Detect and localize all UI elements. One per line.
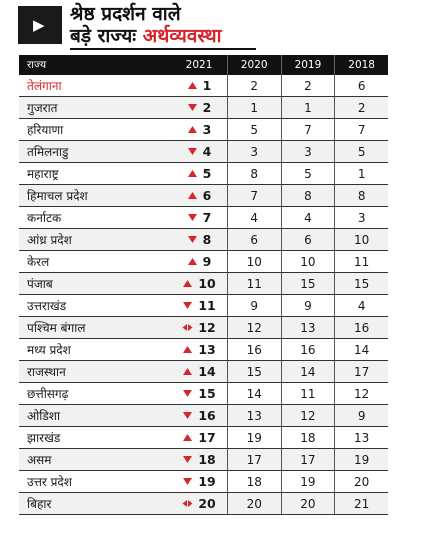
rank-2021: 1	[202, 77, 212, 93]
table-row	[19, 449, 388, 471]
rank-2019: 7	[281, 119, 335, 140]
table-row	[19, 207, 388, 229]
rank-2020: 8	[227, 163, 281, 184]
trend-same-icon	[182, 323, 198, 332]
rank-2018: 11	[334, 251, 388, 272]
rank-2019: 10	[281, 251, 335, 272]
rank-2020: 9	[227, 295, 281, 316]
rank-2021-cell	[171, 383, 227, 404]
rank-2021: 9	[202, 253, 212, 269]
rank-2021-cell	[171, 119, 227, 140]
table-row	[19, 405, 388, 427]
rank-2021: 7	[202, 209, 212, 225]
rank-2020: 15	[227, 361, 281, 382]
rank-2018: 3	[334, 207, 388, 228]
rank-2019: 14	[281, 361, 335, 382]
table-row	[19, 273, 388, 295]
title-line-2-part-2: अर्थव्यवस्था	[142, 25, 222, 47]
title-line-1: श्रेष्ठ प्रदर्शन वाले	[70, 3, 181, 25]
rank-2021: 11	[198, 297, 216, 313]
column-header-2019: 2019	[281, 55, 335, 75]
rank-2018: 10	[334, 229, 388, 250]
rank-2018: 4	[334, 295, 388, 316]
rank-2021-cell	[171, 141, 227, 162]
rank-2019: 12	[281, 405, 335, 426]
state-name: राजस्थान	[27, 365, 66, 379]
rank-2021-cell	[171, 273, 227, 294]
title-line-2	[70, 24, 222, 48]
rank-2020: 17	[227, 449, 281, 470]
rank-2021: 20	[198, 495, 216, 511]
trend-up-icon	[182, 279, 198, 288]
rank-2021: 15	[198, 385, 216, 401]
rank-2019: 2	[281, 75, 335, 96]
play-box	[18, 6, 62, 44]
rank-2021-cell	[171, 229, 227, 250]
table-row	[19, 427, 388, 449]
rank-2020: 5	[227, 119, 281, 140]
state-name: पंजाब	[27, 277, 53, 291]
rank-2019: 5	[281, 163, 335, 184]
column-header-state: राज्य	[27, 59, 47, 71]
trend-same-icon	[182, 499, 198, 508]
rank-2021-cell	[171, 97, 227, 118]
rank-2019: 18	[281, 427, 335, 448]
rank-2021-cell	[171, 361, 227, 382]
rank-2021-cell	[171, 405, 227, 426]
rank-2020: 20	[227, 493, 281, 514]
rank-2021-cell	[171, 207, 227, 228]
rank-2021: 16	[198, 407, 216, 423]
rank-2020: 18	[227, 471, 281, 492]
rank-2019: 1	[281, 97, 335, 118]
trend-up-icon	[187, 169, 203, 178]
column-header-2021: 2021	[185, 59, 213, 71]
rank-2018: 6	[334, 75, 388, 96]
rank-2018: 17	[334, 361, 388, 382]
rank-2019: 15	[281, 273, 335, 294]
rank-2021: 17	[198, 429, 216, 445]
table-header-row	[19, 55, 388, 75]
table-row	[19, 119, 388, 141]
trend-down-icon	[182, 411, 198, 420]
state-name: बिहार	[27, 497, 52, 511]
table-body	[19, 75, 388, 515]
rank-2018: 9	[334, 405, 388, 426]
rank-2021: 5	[202, 165, 212, 181]
state-name: हिमाचल प्रदेश	[27, 189, 88, 203]
rank-2021: 14	[198, 363, 216, 379]
rank-2020: 12	[227, 317, 281, 338]
state-name: महाराष्ट्र	[27, 167, 59, 181]
rank-2021: 3	[202, 121, 212, 137]
rank-2020: 19	[227, 427, 281, 448]
rank-2021: 12	[198, 319, 216, 335]
rank-2020: 16	[227, 339, 281, 360]
trend-up-icon	[182, 433, 198, 442]
state-name: हरियाणा	[27, 123, 64, 137]
state-name: तेलंगाना	[27, 79, 62, 93]
trend-down-icon	[187, 147, 203, 156]
rank-2021: 19	[198, 473, 216, 489]
rank-2021-cell	[171, 493, 227, 514]
title-line-2-part-1: बड़े राज्यः	[70, 25, 137, 47]
rank-2018: 15	[334, 273, 388, 294]
trend-up-icon	[187, 191, 203, 200]
table-row	[19, 163, 388, 185]
title-underline	[70, 48, 256, 50]
state-name: आंध्र प्रदेश	[27, 233, 72, 247]
rank-2020: 6	[227, 229, 281, 250]
rank-2021: 18	[198, 451, 216, 467]
rank-2018: 16	[334, 317, 388, 338]
table-row	[19, 493, 388, 515]
table-row	[19, 185, 388, 207]
rank-2021-cell	[171, 185, 227, 206]
trend-up-icon	[187, 81, 203, 90]
rank-2018: 20	[334, 471, 388, 492]
rank-2021-cell	[171, 317, 227, 338]
table-row	[19, 471, 388, 493]
rank-2018: 19	[334, 449, 388, 470]
trend-up-icon	[182, 345, 198, 354]
rank-2020: 11	[227, 273, 281, 294]
rank-2019: 4	[281, 207, 335, 228]
state-name: झारखंड	[27, 431, 61, 445]
state-name: गुजरात	[27, 101, 58, 115]
table-row	[19, 383, 388, 405]
rank-2018: 8	[334, 185, 388, 206]
rank-2020: 4	[227, 207, 281, 228]
trend-down-icon	[182, 477, 198, 486]
rank-2018: 14	[334, 339, 388, 360]
rank-2021-cell	[171, 163, 227, 184]
rank-2020: 2	[227, 75, 281, 96]
state-name: केरल	[27, 255, 50, 269]
rank-2018: 5	[334, 141, 388, 162]
rank-2019: 9	[281, 295, 335, 316]
trend-up-icon	[187, 125, 203, 134]
table-row	[19, 229, 388, 251]
rank-2020: 3	[227, 141, 281, 162]
trend-down-icon	[187, 213, 203, 222]
table-row	[19, 317, 388, 339]
rank-2019: 20	[281, 493, 335, 514]
rank-2018: 1	[334, 163, 388, 184]
rank-2019: 19	[281, 471, 335, 492]
trend-down-icon	[187, 103, 203, 112]
trend-down-icon	[182, 301, 198, 310]
rank-2020: 1	[227, 97, 281, 118]
rank-2018: 13	[334, 427, 388, 448]
rank-2019: 11	[281, 383, 335, 404]
rank-2021-cell	[171, 251, 227, 272]
rank-2018: 21	[334, 493, 388, 514]
play-triangle-icon: ▶	[33, 16, 45, 34]
rank-2018: 2	[334, 97, 388, 118]
state-name: तमिलनाडु	[27, 145, 69, 159]
rank-2019: 13	[281, 317, 335, 338]
rank-2021-cell	[171, 295, 227, 316]
table-row	[19, 75, 388, 97]
rank-2018: 7	[334, 119, 388, 140]
rank-2021: 10	[198, 275, 216, 291]
rank-2020: 14	[227, 383, 281, 404]
column-header-2020: 2020	[227, 55, 281, 75]
rank-2019: 3	[281, 141, 335, 162]
table-row	[19, 361, 388, 383]
state-name: मध्य प्रदेश	[27, 343, 71, 357]
rank-2021-cell	[171, 75, 227, 96]
rank-2021: 2	[202, 99, 212, 115]
state-name: कर्नाटक	[27, 211, 62, 225]
rank-2020: 10	[227, 251, 281, 272]
trend-up-icon	[187, 257, 203, 266]
rank-2021: 13	[198, 341, 216, 357]
rank-2021-cell	[171, 427, 227, 448]
table-row	[19, 251, 388, 273]
rank-2021-cell	[171, 339, 227, 360]
trend-up-icon	[182, 367, 198, 376]
rank-2021: 8	[202, 231, 212, 247]
state-name: उत्तर प्रदेश	[27, 475, 72, 489]
rank-2021: 6	[202, 187, 212, 203]
state-name: छत्तीसगढ़	[27, 387, 69, 401]
trend-down-icon	[187, 235, 203, 244]
state-name: असम	[27, 453, 52, 467]
trend-down-icon	[182, 455, 198, 464]
table-row	[19, 339, 388, 361]
chart-header	[18, 2, 408, 52]
rank-2021-cell	[171, 471, 227, 492]
rank-2021: 4	[202, 143, 212, 159]
rank-2020: 13	[227, 405, 281, 426]
table-row	[19, 141, 388, 163]
state-name: उत्तराखंड	[27, 299, 67, 313]
rank-2018: 12	[334, 383, 388, 404]
rank-2019: 17	[281, 449, 335, 470]
rank-2020: 7	[227, 185, 281, 206]
ranking-table	[19, 55, 388, 515]
rank-2019: 6	[281, 229, 335, 250]
rank-2019: 16	[281, 339, 335, 360]
table-row	[19, 97, 388, 119]
state-name: पश्चिम बंगाल	[27, 321, 86, 335]
rank-2019: 8	[281, 185, 335, 206]
trend-down-icon	[182, 389, 198, 398]
state-name: ओडिशा	[27, 409, 61, 423]
column-header-2018: 2018	[334, 55, 388, 75]
rank-2021-cell	[171, 449, 227, 470]
table-row	[19, 295, 388, 317]
